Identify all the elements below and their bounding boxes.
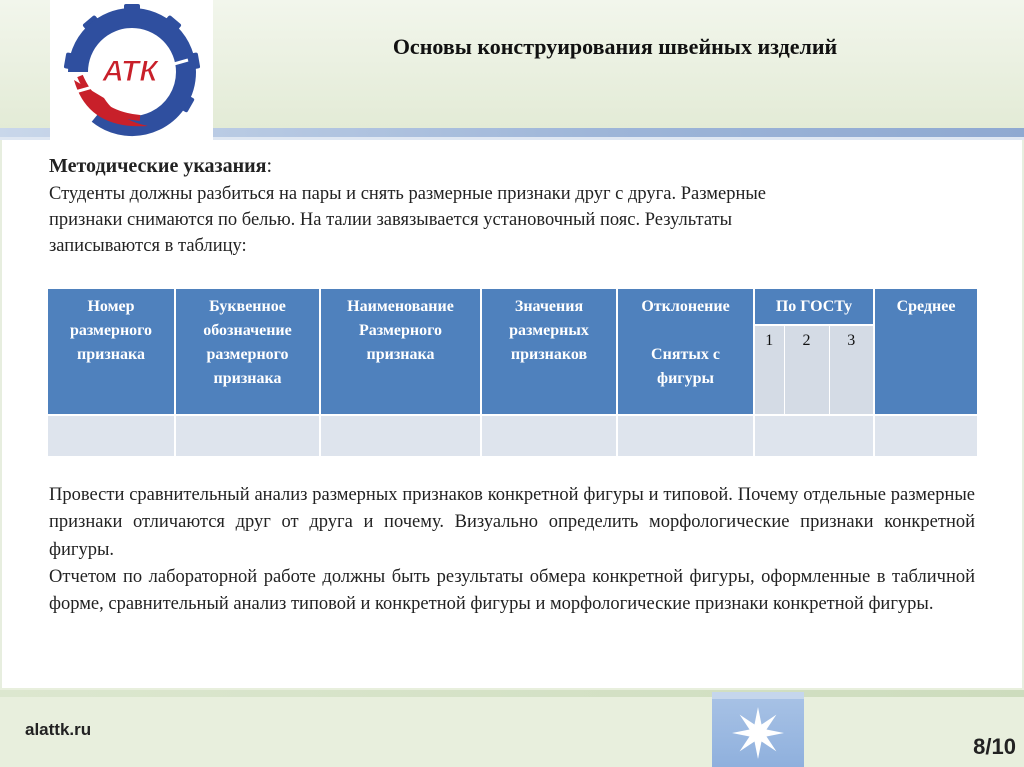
gost-sub-1: 1 (754, 325, 784, 415)
paragraph-report: Отчетом по лабораторной работе должны быть результаты обмера конкретной фигуры, оформленные в табличной форме, сравнительный анализ типовой и конкретной фигуры и морфологические признаки конкретной фигуры. (49, 566, 975, 615)
gost-sub-3: 3 (829, 325, 874, 415)
footer-stripe (0, 690, 1024, 697)
page-title: Основы конструирования швейных изделий (392, 34, 838, 59)
paragraph-analysis: Провести сравнительный анализ размерных признаков конкретной фигуры и типовой. Почему отдельные размерные признаки отличаются друг от друга и почему. Визуально определить морфологические признаки конкретной фигуры. (49, 485, 975, 560)
gost-sub-2: 2 (784, 325, 829, 415)
table-cell (47, 415, 175, 457)
intro-line: признаки снимаются по белью. На талии завязывается установочный пояс. Результаты (49, 210, 733, 230)
col-header-number: Номер размерного признака (47, 288, 175, 415)
site-link[interactable]: alattk.ru (25, 720, 92, 739)
section-heading-colon: : (266, 155, 273, 177)
table-cell (481, 415, 617, 457)
measurements-table (46, 287, 979, 458)
instructions-text (49, 482, 975, 618)
section-heading-text: Методические указания (49, 155, 267, 177)
logo (50, 0, 213, 142)
col-header-name: Наименование Размерного признака (320, 288, 481, 415)
svg-text:АТК: АТК (102, 55, 158, 88)
page-number: 8/10 (973, 734, 1016, 759)
intro-line: записываются в таблицу: (49, 236, 247, 256)
col-header-average: Среднее (874, 288, 978, 415)
table-cell (175, 415, 320, 457)
col-header-values: Значения размерных признаков (481, 288, 617, 415)
table-cell (874, 415, 978, 457)
atk-logo-icon (58, 2, 206, 142)
footer-emblem (712, 692, 804, 767)
table-cell (754, 415, 874, 457)
table-row (47, 415, 978, 457)
intro-line: Студенты должны разбиться на пары и снять размерные признаки друг с друга. Размерные (49, 184, 766, 204)
footer-band (0, 688, 1024, 767)
col-header-deviation: Отклонение Снятых с фигуры (617, 288, 754, 415)
col-header-letter: Буквенное обозначение размерного признака (175, 288, 320, 415)
table-cell (320, 415, 481, 457)
snowflake-icon (726, 699, 790, 763)
intro-text (49, 181, 929, 259)
table-cell (617, 415, 754, 457)
col-header-gost: По ГОСТу (754, 288, 874, 325)
footer-emblem-strip (712, 692, 804, 699)
section-heading (49, 155, 272, 178)
